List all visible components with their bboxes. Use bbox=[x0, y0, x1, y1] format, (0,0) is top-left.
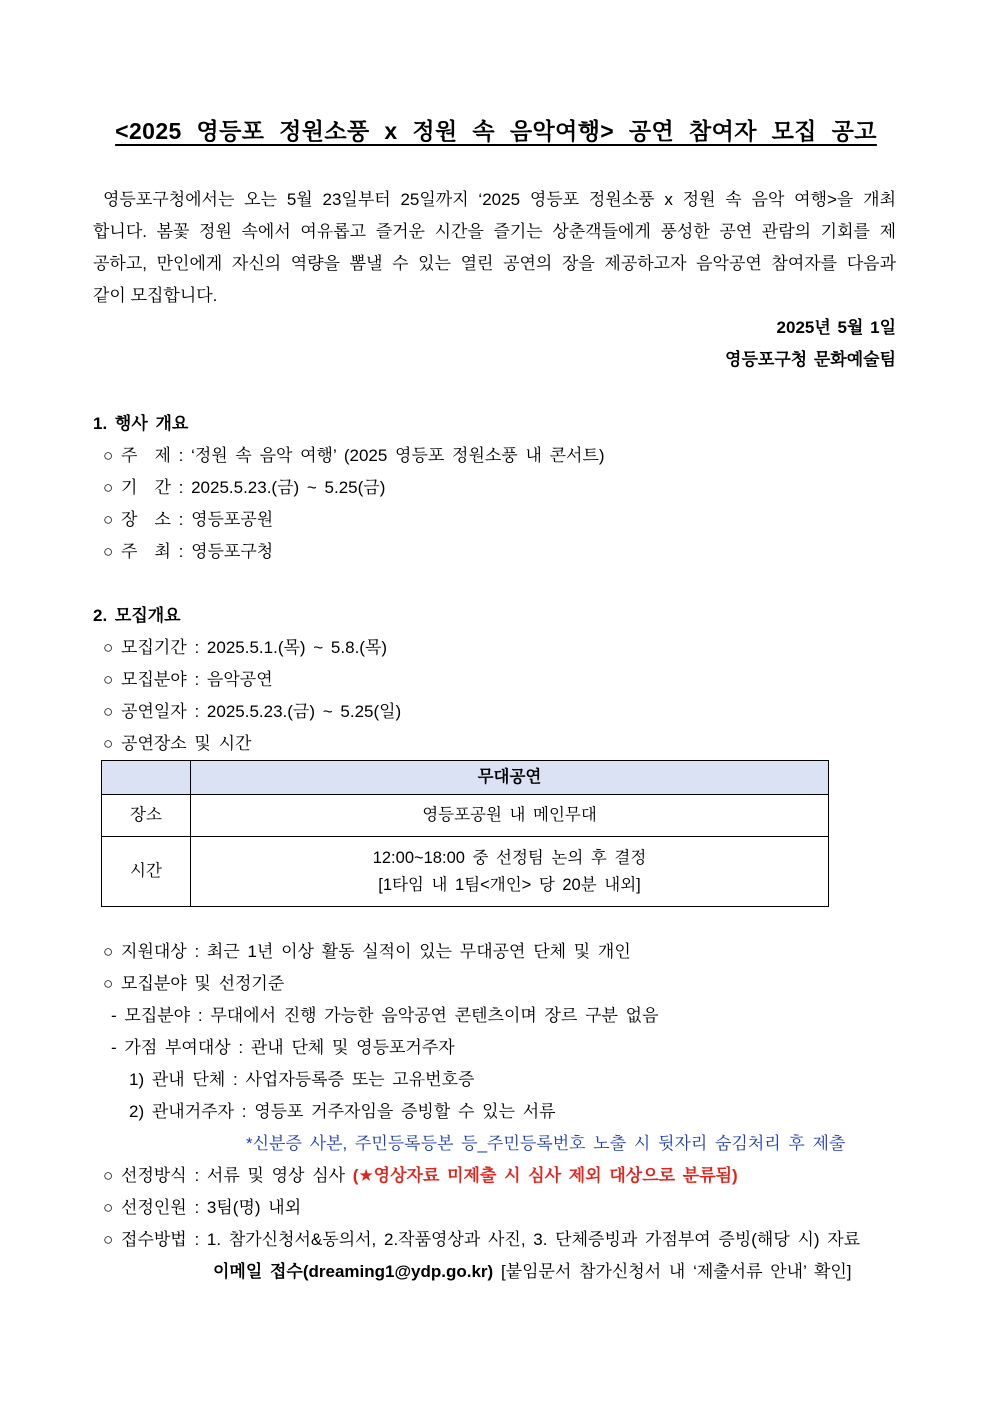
id-masking-note: *신분증 사본, 주민등록등본 등_주민등록번호 노출 시 뒷자리 숨김처리 후 제출 bbox=[246, 1134, 846, 1153]
item-label: 장 소 bbox=[121, 510, 171, 529]
cell-line: [1타임 내 1팀<개인> 당 20분 내외] bbox=[378, 875, 641, 894]
announcement-date: 2025년 5월 1일 bbox=[776, 318, 896, 337]
number-marker: 2) bbox=[129, 1102, 145, 1121]
event-period-item bbox=[93, 472, 896, 504]
bullet-circle: ○ bbox=[103, 734, 114, 753]
document-title-block bbox=[0, 115, 992, 151]
item-label: 지원대상 bbox=[121, 942, 187, 961]
selection-method-item bbox=[93, 1160, 896, 1192]
bullet-circle: ○ bbox=[103, 974, 114, 993]
criteria-item bbox=[93, 968, 896, 1000]
dash-marker: - bbox=[111, 1006, 117, 1025]
table-row bbox=[102, 795, 829, 837]
spacer bbox=[93, 568, 896, 600]
recruit-field-item bbox=[93, 664, 896, 696]
item-value: 3팀(명) 내외 bbox=[206, 1198, 302, 1217]
submission-method-item bbox=[93, 1224, 896, 1256]
video-warning: (★영상자료 미제출 시 심사 제외 대상으로 분류됨) bbox=[352, 1166, 738, 1185]
separator: : bbox=[197, 1006, 203, 1025]
bonus-value: 사업자등록증 또는 고유번호증 bbox=[245, 1070, 475, 1089]
item-label: 모집분야 및 선정기준 bbox=[121, 974, 285, 993]
bullet-circle: ○ bbox=[103, 638, 114, 657]
document-title: <2025 영등포 정원소풍 x 정원 속 음악여행> 공연 참여자 모집 공고 bbox=[115, 118, 877, 144]
intro-line: 공하고, 만인에게 자신의 역량을 뽐낼 수 있는 열린 공연의 장을 제공하고자 음악공연 참여자를 다음과 bbox=[93, 254, 896, 273]
table-header-stage: 무대공연 bbox=[191, 761, 829, 795]
section-heading-recruitment-overview: 2. 모집개요 bbox=[93, 606, 181, 625]
item-label: 모집분야 bbox=[121, 670, 187, 689]
bullet-circle: ○ bbox=[103, 702, 114, 721]
subitem-value: 무대에서 진행 가능한 음악공연 콘텐츠이며 장르 구분 없음 bbox=[210, 1006, 659, 1025]
separator: : bbox=[194, 1166, 200, 1185]
row-label-place: 장소 bbox=[102, 795, 191, 837]
item-label: 공연일자 bbox=[121, 702, 187, 721]
document-body bbox=[93, 184, 896, 1288]
bullet-circle: ○ bbox=[103, 942, 114, 961]
bonus-item-local-group bbox=[93, 1064, 896, 1096]
separator: : bbox=[178, 478, 184, 497]
item-value: 1. 참가신청서&동의서, 2.작품영상과 사진, 3. 단체증빙과 가점부여 증빙(해당 시) 자료 bbox=[206, 1230, 861, 1249]
item-label: 주 최 bbox=[121, 542, 171, 561]
intro-line: 같이 모집합니다. bbox=[93, 286, 218, 305]
spacer bbox=[93, 376, 896, 408]
headcount-item bbox=[93, 1192, 896, 1224]
submission-email-line bbox=[93, 1256, 896, 1288]
separator: : bbox=[194, 638, 200, 657]
item-value: 영등포공원 bbox=[191, 510, 274, 529]
separator: : bbox=[178, 542, 184, 561]
cell-line: 12:00~18:00 중 선정팀 논의 후 결정 bbox=[372, 848, 647, 867]
item-label: 기 간 bbox=[121, 478, 171, 497]
bullet-circle: ○ bbox=[103, 446, 114, 465]
separator: : bbox=[194, 702, 200, 721]
item-value: 2025.5.23.(금) ~ 5.25(금) bbox=[191, 478, 386, 497]
eligibility-item bbox=[93, 936, 896, 968]
criteria-subitem-field bbox=[93, 1000, 896, 1032]
bullet-circle: ○ bbox=[103, 510, 114, 529]
venue-and-time-item bbox=[93, 728, 896, 760]
intro-line: 영등포구청에서는 오는 5월 23일부터 25일까지 ‘2025 영등포 정원소풍 x 정원 속 음악 여행>을 개최 bbox=[103, 190, 896, 209]
subitem-value: 관내 단체 및 영등포거주자 bbox=[250, 1038, 455, 1057]
row-label-time: 시간 bbox=[102, 837, 191, 907]
event-theme-item bbox=[93, 440, 896, 472]
bonus-value: 영등포 거주자임을 증빙할 수 있는 서류 bbox=[254, 1102, 556, 1121]
separator: : bbox=[233, 1070, 238, 1089]
bonus-label: 관내 단체 bbox=[151, 1070, 226, 1089]
item-label: 접수방법 bbox=[121, 1230, 187, 1249]
item-label: 공연장소 및 시간 bbox=[121, 734, 252, 753]
cell-line: 영등포공원 내 메인무대 bbox=[422, 806, 597, 824]
intro-line: 합니다. 봄꽃 정원 속에서 여유롭고 즐거운 시간을 즐기는 상춘객들에게 풍성한 공연 관람의 기회를 제 bbox=[93, 222, 896, 241]
row-value-time bbox=[191, 837, 829, 907]
separator: : bbox=[178, 510, 184, 529]
separator: : bbox=[194, 1230, 200, 1249]
number-marker: 1) bbox=[129, 1070, 145, 1089]
bullet-circle: ○ bbox=[103, 542, 114, 561]
dash-marker: - bbox=[111, 1038, 117, 1057]
bullet-circle: ○ bbox=[103, 1230, 114, 1249]
event-host-item bbox=[93, 536, 896, 568]
submission-email-note: [붙임문서 참가신청서 내 ‘제출서류 안내’ 확인] bbox=[500, 1262, 852, 1281]
section-heading-event-overview: 1. 행사 개요 bbox=[93, 414, 189, 433]
venue-time-table bbox=[101, 760, 829, 907]
item-label: 선정인원 bbox=[121, 1198, 187, 1217]
item-value: 영등포구청 bbox=[191, 542, 274, 561]
item-label: 선정방식 bbox=[121, 1166, 187, 1185]
bullet-circle: ○ bbox=[103, 1198, 114, 1217]
item-value: 2025.5.1.(목) ~ 5.8.(목) bbox=[206, 638, 388, 657]
item-value: ‘정원 속 음악 여행’ (2025 영등포 정원소풍 내 콘서트) bbox=[191, 446, 605, 465]
subitem-label: 가점 부여대상 bbox=[124, 1038, 231, 1057]
separator: : bbox=[238, 1038, 244, 1057]
row-value-place bbox=[191, 795, 829, 837]
item-value: 최근 1년 이상 활동 실적이 있는 무대공연 단체 및 개인 bbox=[206, 942, 631, 961]
separator: : bbox=[178, 446, 184, 465]
bonus-item-local-resident bbox=[93, 1096, 896, 1128]
criteria-subitem-bonus bbox=[93, 1032, 896, 1064]
item-value: 2025.5.23.(금) ~ 5.25(일) bbox=[206, 702, 402, 721]
separator: : bbox=[194, 1198, 200, 1217]
bullet-circle: ○ bbox=[103, 670, 114, 689]
item-label: 주 제 bbox=[121, 446, 171, 465]
table-row bbox=[102, 837, 829, 907]
event-place-item bbox=[93, 504, 896, 536]
performance-dates-item bbox=[93, 696, 896, 728]
table-header-empty-cell bbox=[102, 761, 191, 795]
submission-email: 이메일 접수(dreaming1@ydp.go.kr) bbox=[213, 1262, 494, 1281]
bonus-label: 관내거주자 bbox=[151, 1102, 234, 1121]
separator: : bbox=[194, 670, 200, 689]
bullet-circle: ○ bbox=[103, 1166, 114, 1185]
subitem-label: 모집분야 bbox=[124, 1006, 191, 1025]
item-label: 모집기간 bbox=[121, 638, 187, 657]
item-value: 서류 및 영상 심사 bbox=[206, 1166, 346, 1185]
bullet-circle: ○ bbox=[103, 478, 114, 497]
issuer-name: 영등포구청 문화예술팀 bbox=[725, 350, 896, 369]
table-header-row bbox=[102, 761, 829, 795]
separator: : bbox=[241, 1102, 247, 1121]
separator: : bbox=[194, 942, 200, 961]
item-value: 음악공연 bbox=[206, 670, 273, 689]
recruit-period-item bbox=[93, 632, 896, 664]
